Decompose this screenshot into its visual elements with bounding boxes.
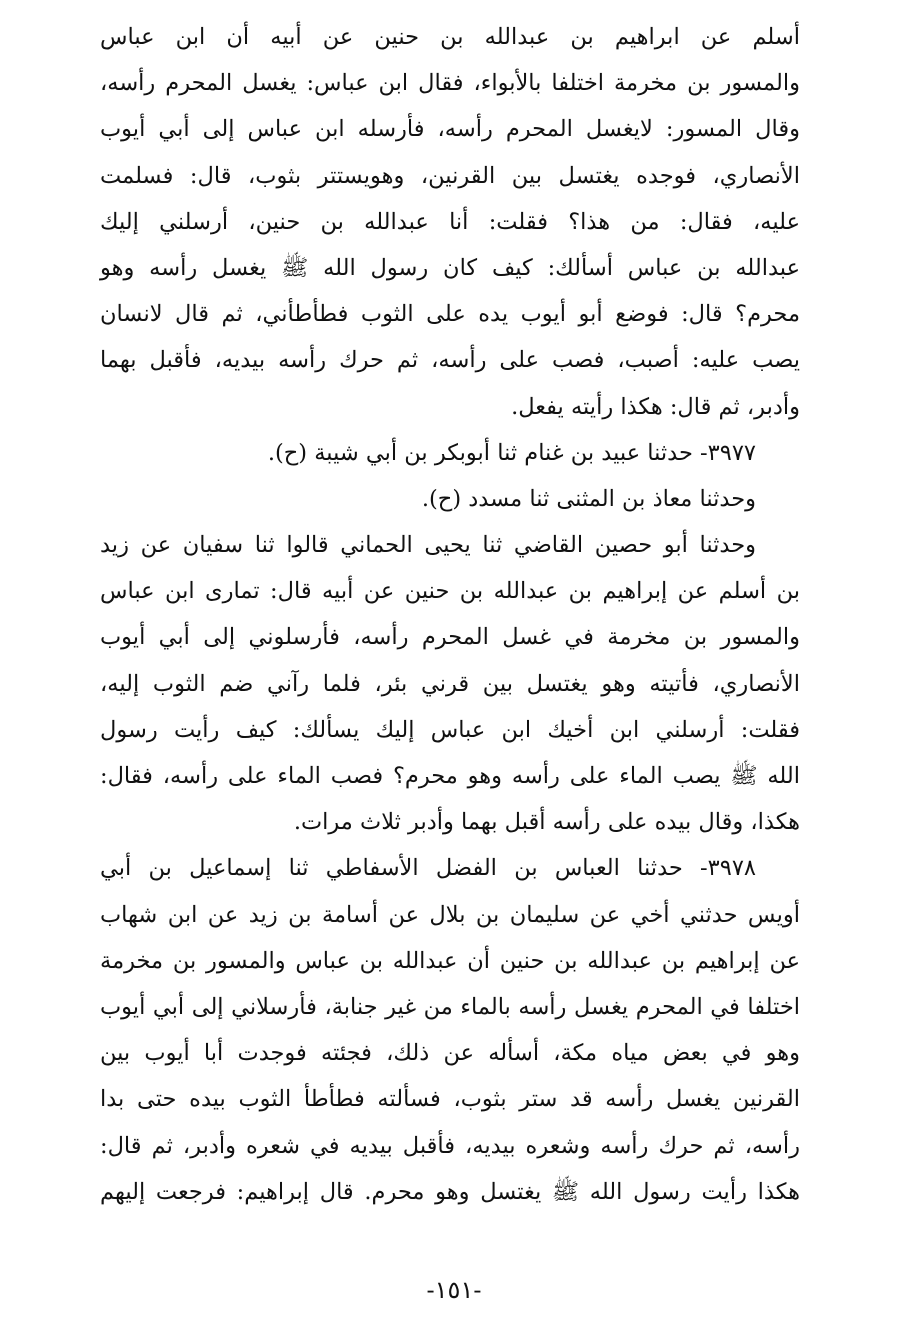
text-line: اختلفا في المحرم يغسل رأسه بالماء من غير جنابة، فأرسلاني إلى أبي أيوب: [100, 993, 800, 1020]
text-line: الأنصاري، فأتيته وهو يغتسل بين قرني بئر، فلما رآني ضم الثوب إليه،: [100, 670, 800, 697]
text-line: أويس حدثني أخي عن سليمان بن بلال عن أسامة بن زيد عن ابن شهاب: [100, 901, 800, 928]
text-line: هكذا، وقال بيده على رأسه أقبل بهما وأدبر ثلاث مرات.: [293, 809, 800, 836]
text-line: وهو في بعض مياه مكة، أسأله عن ذلك، فجئته فوجدت أبا أيوب بين: [100, 1040, 800, 1067]
page-number: -١٥١-: [426, 1276, 482, 1304]
text-line: أسلم عن ابراهيم بن عبدالله بن حنين عن أبيه أن ابن عباس: [100, 24, 800, 50]
text-line: عن إبراهيم بن عبدالله بن حنين أن عبدالله بن عباس والمسور بن مخرمة: [100, 947, 800, 974]
text-line: محرم؟ قال: فوضع أبو أيوب يده على الثوب فطأطأني، ثم قال لانسان: [100, 301, 800, 328]
hadith-number-line: ٣٩٧٧- حدثنا عبيد بن غنام ثنا أبوبكر بن أبي شيبة (ح).: [267, 439, 756, 466]
text-line: الله ﷺ يصب الماء على رأسه وهو محرم؟ فصب الماء على رأسه، فقال:: [100, 763, 800, 789]
text-line: يصب عليه: أصبب، فصب على رأسه، ثم حرك رأسه بيديه، فأقبل بهما: [100, 347, 800, 374]
text-line: وقال المسور: لايغسل المحرم رأسه، فأرسله ابن عباس إلى أبي أيوب: [100, 116, 800, 143]
text-line: بن أسلم عن إبراهيم بن عبدالله بن حنين عن أبيه قال: تمارى ابن عباس: [100, 578, 800, 605]
text-line: والمسور بن مخرمة في غسل المحرم رأسه، فأرسلوني إلى أبي أيوب: [100, 624, 800, 651]
text-line: الأنصاري، فوجده يغتسل بين القرنين، وهويستتر بثوب، قال: فسلمت: [100, 162, 800, 189]
text-line: رأسه، ثم حرك رأسه وشعره بيديه، فأقبل بيديه في شعره وأدبر، ثم قال:: [100, 1132, 800, 1159]
hadith-number-line: ٣٩٧٨- حدثنا العباس بن الفضل الأسفاطي ثنا إسماعيل بن أبي: [100, 855, 756, 882]
text-line: هكذا رأيت رسول الله ﷺ يغتسل وهو محرم. قال إبراهيم: فرجعت إليهم: [100, 1178, 800, 1205]
text-line: عبدالله بن عباس أسألك: كيف كان رسول الله ﷺ يغسل رأسه وهو: [100, 254, 800, 281]
text-line: وأدبر، ثم قال: هكذا رأيته يفعل.: [511, 393, 800, 420]
text-line: عليه، فقال: من هذا؟ فقلت: أنا عبدالله بن حنين، أرسلني إليك: [100, 208, 800, 235]
arabic-text-body: [100, 14, 800, 1215]
text-line: وحدثنا أبو حصين القاضي ثنا يحيى الحماني قالوا ثنا سفيان عن زيد: [100, 532, 756, 559]
text-line: وحدثنا معاذ بن المثنى ثنا مسدد (ح).: [421, 485, 756, 512]
text-line: القرنين يغسل رأسه قد ستر بثوب، فسألته فطأطأ الثوب بيده حتى بدا: [100, 1086, 800, 1113]
text-line: فقلت: أرسلني ابن أخيك ابن عباس إليك يسألك: كيف رأيت رسول: [100, 716, 800, 743]
text-line: والمسور بن مخرمة اختلفا بالأبواء، فقال ابن عباس: يغسل المحرم رأسه،: [100, 70, 800, 97]
